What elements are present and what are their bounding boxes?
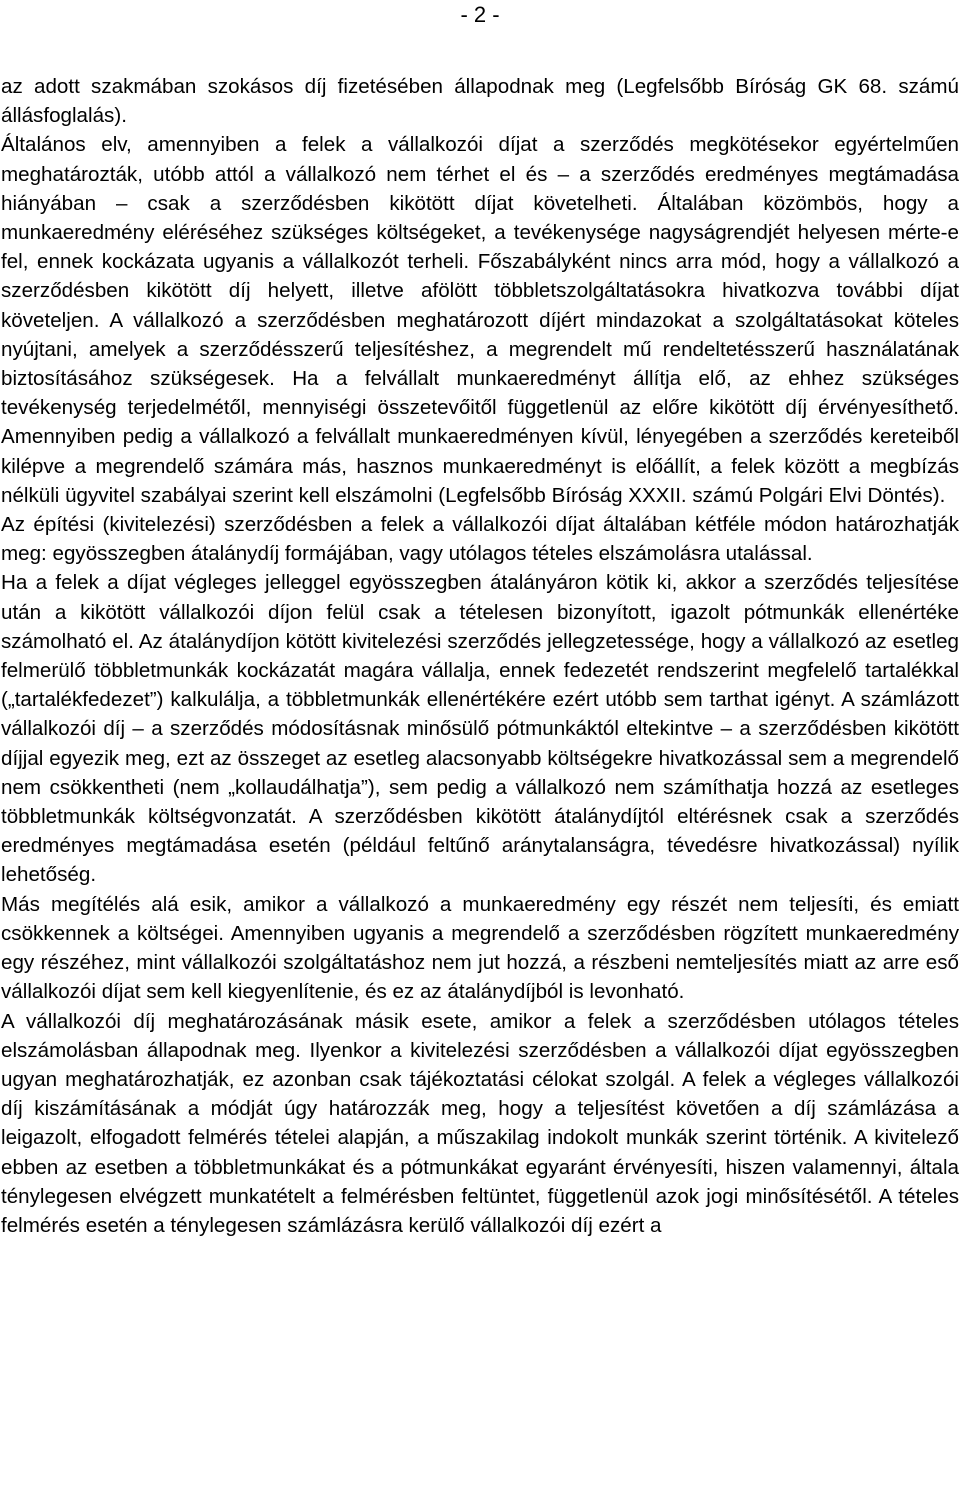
paragraph: Más megítélés alá esik, amikor a vállalkozó a munkaeredmény egy részét nem teljesíti, és emiatt csökkennek a költségei. Amennyiben ugyanis a megrendelő a szerződésben rögzített munkaeredmény egy részéhez, mint vállalkozói szolgáltatáshoz nem jut hozzá, a részbeni nemteljesítés miatt az arre eső vállalkozói díjat sem kell kiegyenlítenie, és ez az átalánydíjból is levonható. — [1, 892, 959, 1004]
page-number: - 2 - — [460, 2, 500, 27]
paragraph: Ha a felek a díjat végleges jelleggel egyösszegben átalányáron kötik ki, akkor a szerződés teljesítése után a kikötött vállalkozói díjon felül csak a tételesen bizonyított, igazolt pótmunkák ellenértéke számolható el. Az átalánydíjon kötött kivitelezési szerződés jellegzetessége, hogy a vállalkozó az esetleg felmerülő többletmunkák kockázatát magára vállalja, ennek fedezetét rendszerint megfelelő tartalékkal („tartalékfedezet”) kalkulálja, a többletmunkák ellenértékére ezért utóbb sem tarthat igényt. A számlázott vállalkozói díj – a szerződés módosításnak minősülő pótmunkáktól eltekintve – a szerződésben kikötött díjjal egyezik meg, ezt az összeget az esetleg alacsonyabb költségekre hivatkozással sem a megrendelő nem csökkentheti (nem „kollaudálhatja”), sem pedig a vállalkozó nem számíthatja hozzá az esetleges többletmunkák költségvonzatát. A szerződésben kikötött átalánydíjtól eltérésnek csak a szerződés eredményes megtámadása esetén (például feltűnő aránytalanságra, tévedésre hivatkozással) nyílik lehetőség. — [1, 571, 959, 887]
document-body — [1, 72, 959, 1240]
paragraph: az adott szakmában szokásos díj fizetésében állapodnak meg (Legfelsőbb Bíróság GK 68. számú állásfoglalás). — [1, 75, 959, 128]
paragraph: A vállalkozói díj meghatározásának másik esete, amikor a felek a szerződésben utólagos tételes elszámolásban állapodnak meg. Ilyenkor a kivitelezési szerződésben a vállalkozói díjat egyösszegben ugyan meghatározhatják, ez azonban csak tájékoztatási célokat szolgál. A felek a végleges vállalkozói díj kiszámításának a módját úgy határozzák meg, hogy a teljesítést követően a díj számlázása a leigazolt, elfogadott felmérés tételei alapján, a műszakilag indokolt munkák szerint történik. A kivitelező ebben az esetben a többletmunkákat és a pótmunkákat egyaránt érvényesíti, hiszen valamennyi, általa ténylegesen elvégzett munkatételt a felmérésben feltüntet, függetlenül azok jogi minősítésétől. A tételes felmérés esetén a ténylegesen számlázásra kerülő vállalkozói díj ezért a — [1, 1009, 959, 1237]
paragraph: Az építési (kivitelezési) szerződésben a felek a vállalkozói díjat általában kétféle módon határozhatják meg: egyösszegben átalánydíj formájában, vagy utólagos tételes elszámolásra utalással. — [1, 513, 959, 566]
paragraph: Általános elv, amennyiben a felek a vállalkozói díjat a szerződés megkötésekor egyértelműen meghatározták, utóbb attól a vállalkozó nem térhet el és – a szerződés eredményes megtámadása hiányában – csak a szerződésben kikötött díjat követelheti. Általában közömbös, hogy a munkaeredmény eléréséhez szükséges költségeket, a tevékenysége nagyságrendjét helyesen mérte-e fel, ennek kockázata ugyanis a vállalkozót terheli. Főszabályként nincs arra mód, hogy a vállalkozó a szerződésben kikötött díj helyett, illetve afölött többletszolgáltatásokra hivatkozva további díjat követeljen. A vállalkozó a szerződésben meghatározott díjért mindazokat a szolgáltatásokat köteles nyújtani, amelyek a szerződésszerű teljesítéshez, a megrendelt mű rendeltetésszerű használatának biztosításához szükségesek. Ha a felvállalt munkaeredményt állítja elő, az ehhez szükséges tevékenység terjedelmétől, mennyiségi összetevőitől függetlenül az előre kikötött díj érvényesíthető. Amennyiben pedig a vállalkozó a felvállalt munkaeredményen kívül, lényegében a szerződés kereteiből kilépve a megrendelő számára más, hasznos munkaeredményt is előállít, a felek között a megbízás nélküli ügyvitel szabályai szerint kell elszámolni (Legfelsőbb Bíróság XXXII. számú Polgári Elvi Döntés). — [1, 133, 959, 507]
